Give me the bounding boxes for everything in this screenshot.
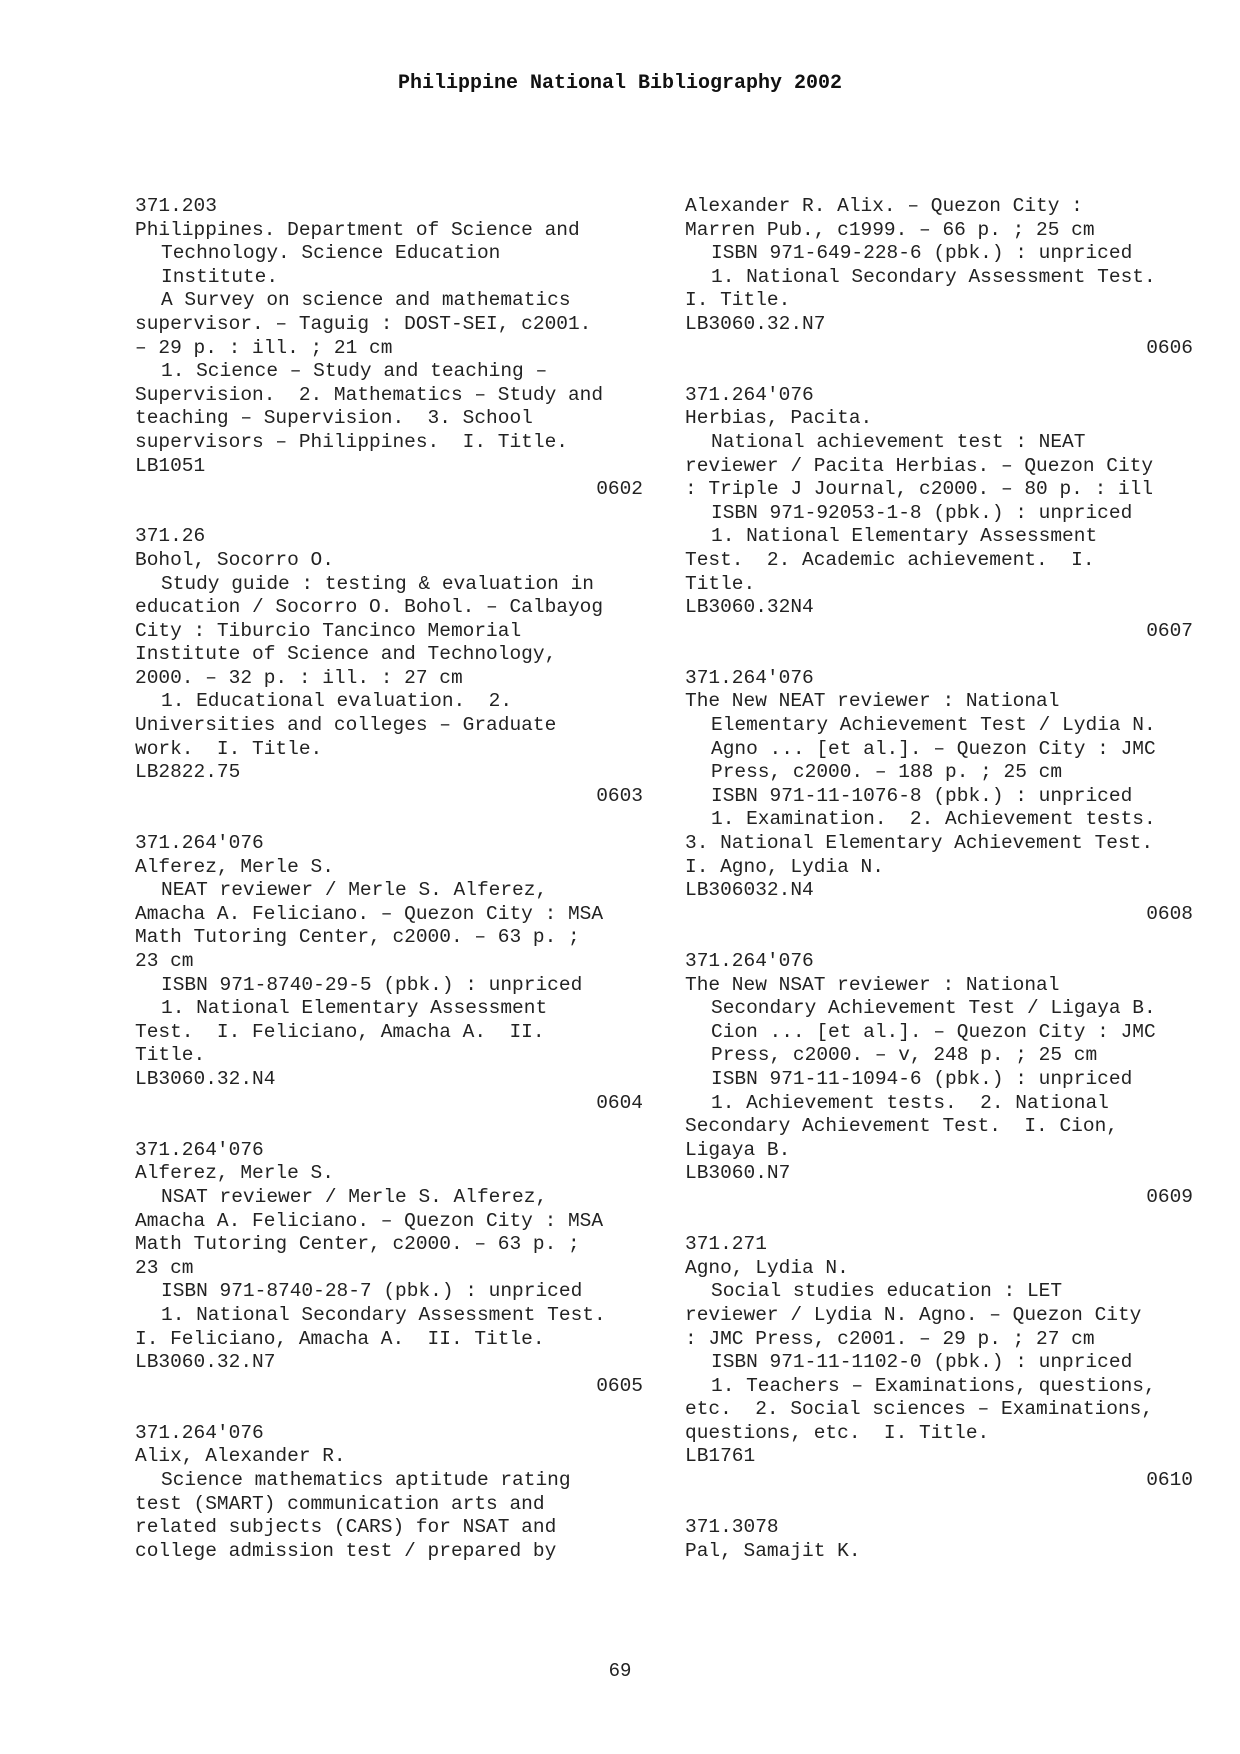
entry-spacer	[135, 502, 645, 526]
entry-line: Test. 2. Academic achievement. I.	[685, 548, 1095, 571]
entry-line: Marren Pub., c1999. – 66 p. ; 25 cm	[685, 218, 1095, 241]
entry-line: 1. Examination. 2. Achievement tests.	[711, 808, 1156, 831]
entry-line: Math Tutoring Center, c2000. – 63 p. ;	[135, 926, 580, 949]
entry-line: Press, c2000. – 188 p. ; 25 cm	[711, 761, 1063, 784]
entry-line: Amacha A. Feliciano. – Quezon City : MSA	[135, 902, 604, 925]
entry-line: reviewer / Pacita Herbias. – Quezon City	[685, 454, 1154, 477]
entry-line: ISBN 971-92053-1-8 (pbk.) : unpriced	[711, 501, 1133, 524]
record-number: 0608	[1146, 902, 1193, 925]
entry-line: 371.264'076	[135, 1138, 264, 1161]
entry-line: ISBN 971-649-228-6 (pbk.) : unpriced	[711, 242, 1133, 265]
entry-line: : Triple J Journal, c2000. – 80 p. : ill	[685, 478, 1154, 501]
entry-line: LB1051	[135, 454, 206, 477]
record-number: 0603	[596, 784, 643, 807]
entry-spacer	[685, 360, 1195, 384]
entry-line: Amacha A. Feliciano. – Quezon City : MSA	[135, 1209, 604, 1232]
entry-spacer	[685, 926, 1195, 950]
entry-line: Alexander R. Alix. – Quezon City :	[685, 195, 1083, 217]
entry-line: Science mathematics aptitude rating	[161, 1469, 571, 1492]
entry-line: 371.203	[135, 195, 217, 217]
entry-line: ISBN 971-8740-29-5 (pbk.) : unpriced	[161, 973, 583, 996]
page-number: 69	[608, 1660, 632, 1682]
entry-line: questions, etc. I. Title.	[685, 1421, 990, 1444]
record-number: 0610	[1146, 1469, 1193, 1492]
entry-line: – 29 p. : ill. ; 21 cm	[135, 336, 393, 359]
entry-line: related subjects (CARS) for NSAT and	[135, 1516, 557, 1539]
entry-line: I. Title.	[685, 289, 791, 312]
entry-line: Institute of Science and Technology,	[135, 643, 557, 666]
entry-line: work. I. Title.	[135, 737, 323, 760]
entry-line: LB3060.32.N7	[135, 1351, 276, 1374]
entry-line: Ligaya B.	[685, 1138, 791, 1161]
entry-line: 1. Science – Study and teaching –	[161, 360, 548, 383]
entry-line: 1. National Elementary Assessment	[711, 525, 1098, 548]
entry-spacer	[685, 643, 1195, 667]
entry-spacer	[135, 1398, 645, 1422]
entry-line: 1. Achievement tests. 2. National	[711, 1091, 1109, 1114]
entry-line: 3. National Elementary Achievement Test.	[685, 832, 1154, 855]
entry-line: 371.264'076	[135, 832, 264, 855]
entry-line: 371.26	[135, 525, 206, 548]
entry-line: Herbias, Pacita.	[685, 407, 873, 430]
entry-line: 1. Educational evaluation. 2.	[161, 690, 513, 713]
entry-line: Agno, Lydia N.	[685, 1256, 849, 1279]
entry-line: 371.264'076	[685, 383, 814, 406]
entry-line: Pal, Samajit K.	[685, 1539, 861, 1562]
record-number: 0609	[1146, 1185, 1193, 1208]
entry-spacer	[135, 808, 645, 832]
entry-line: Study guide : testing & evaluation in	[161, 572, 594, 595]
entry-line: college admission test / prepared by	[135, 1539, 557, 1562]
entry-line: Cion ... [et al.]. – Quezon City : JMC	[711, 1020, 1156, 1043]
entry-line: 371.264'076	[135, 1421, 264, 1444]
record-number: 0605	[596, 1374, 643, 1397]
entry-line: A Survey on science and mathematics	[161, 289, 571, 312]
entry-line: Philippines. Department of Science and	[135, 218, 580, 241]
entry-line: I. Feliciano, Amacha A. II. Title.	[135, 1327, 545, 1350]
entry-line: 371.264'076	[685, 666, 814, 689]
entry-spacer	[685, 1493, 1195, 1517]
record-number: 0606	[1146, 336, 1193, 359]
entry-line: Elementary Achievement Test / Lydia N.	[711, 714, 1156, 737]
entry-line: 23 cm	[135, 1256, 194, 1279]
entry-spacer	[135, 1115, 645, 1139]
entry-line: supervisors – Philippines. I. Title.	[135, 430, 568, 453]
entry-line: etc. 2. Social sciences – Examinations,	[685, 1398, 1154, 1421]
entry-line: LB306032.N4	[685, 879, 814, 902]
entry-line: The New NEAT reviewer : National	[685, 690, 1060, 713]
entry-line: 2000. – 32 p. : ill. : 27 cm	[135, 666, 463, 689]
entry-line: Secondary Achievement Test. I. Cion,	[685, 1115, 1118, 1138]
entry-line: National achievement test : NEAT	[711, 430, 1086, 453]
entry-line: ISBN 971-11-1102-0 (pbk.) : unpriced	[711, 1351, 1133, 1374]
entry-line: test (SMART) communication arts and	[135, 1492, 545, 1515]
entry-line: 371.3078	[685, 1516, 779, 1539]
record-number: 0607	[1146, 619, 1193, 642]
entry-line: Institute.	[161, 265, 279, 288]
entry-line: : JMC Press, c2001. – 29 p. ; 27 cm	[685, 1327, 1095, 1350]
entry-line: Alferez, Merle S.	[135, 855, 334, 878]
entry-line: Title.	[135, 1044, 206, 1067]
entry-line: Agno ... [et al.]. – Quezon City : JMC	[711, 737, 1156, 760]
entry-line: Test. I. Feliciano, Amacha A. II.	[135, 1020, 545, 1043]
entry-line: 371.264'076	[685, 950, 814, 972]
entry-line: City : Tiburcio Tancinco Memorial	[135, 619, 522, 642]
entry-line: Bohol, Socorro O.	[135, 548, 334, 571]
entry-line: LB1761	[685, 1445, 756, 1468]
entry-line: Technology. Science Education	[161, 242, 501, 265]
entry-line: Alix, Alexander R.	[135, 1445, 346, 1468]
entry-line: Universities and colleges – Graduate	[135, 714, 557, 737]
entry-line: supervisor. – Taguig : DOST-SEI, c2001.	[135, 312, 592, 335]
record-number: 0604	[596, 1091, 643, 1114]
entry-line: 1. National Elementary Assessment	[161, 997, 548, 1020]
entry-line: Social studies education : LET	[711, 1280, 1063, 1303]
entry-line: Alferez, Merle S.	[135, 1162, 334, 1185]
entry-line: teaching – Supervision. 3. School	[135, 407, 533, 430]
entry-line: education / Socorro O. Bohol. – Calbayog	[135, 596, 604, 619]
entry-line: ISBN 971-11-1076-8 (pbk.) : unpriced	[711, 784, 1133, 807]
entry-line: I. Agno, Lydia N.	[685, 855, 884, 878]
right-column	[685, 195, 1195, 1563]
entry-line: 1. National Secondary Assessment Test.	[711, 265, 1156, 288]
entry-line: 371.271	[685, 1233, 767, 1256]
entry-line: Press, c2000. – v, 248 p. ; 25 cm	[711, 1044, 1098, 1067]
entry-line: NSAT reviewer / Merle S. Alferez,	[161, 1185, 548, 1208]
entry-line: LB3060.32N4	[685, 596, 814, 619]
entry-line: Title.	[685, 572, 756, 595]
entry-line: 1. Teachers – Examinations, questions,	[711, 1374, 1156, 1397]
entry-line: NEAT reviewer / Merle S. Alferez,	[161, 879, 548, 902]
entry-line: Math Tutoring Center, c2000. – 63 p. ;	[135, 1233, 580, 1256]
left-column	[135, 195, 645, 1563]
page-header-title: Philippine National Bibliography 2002	[397, 72, 843, 95]
entry-line: The New NSAT reviewer : National	[685, 973, 1060, 996]
entry-line: LB3060.32.N4	[135, 1067, 276, 1090]
entry-line: 23 cm	[135, 950, 194, 972]
entry-line: LB2822.75	[135, 761, 241, 784]
entry-line: ISBN 971-11-1094-6 (pbk.) : unpriced	[711, 1067, 1133, 1090]
record-number: 0602	[596, 478, 643, 501]
entry-spacer	[685, 1210, 1195, 1234]
entry-line: reviewer / Lydia N. Agno. – Quezon City	[685, 1303, 1142, 1326]
entry-line: Supervision. 2. Mathematics – Study and	[135, 383, 604, 406]
entry-line: ISBN 971-8740-28-7 (pbk.) : unpriced	[161, 1280, 583, 1303]
entry-line: LB3060.N7	[685, 1162, 791, 1185]
entry-line: Secondary Achievement Test / Ligaya B.	[711, 997, 1156, 1020]
entry-line: 1. National Secondary Assessment Test.	[161, 1303, 606, 1326]
entry-line: LB3060.32.N7	[685, 312, 826, 335]
